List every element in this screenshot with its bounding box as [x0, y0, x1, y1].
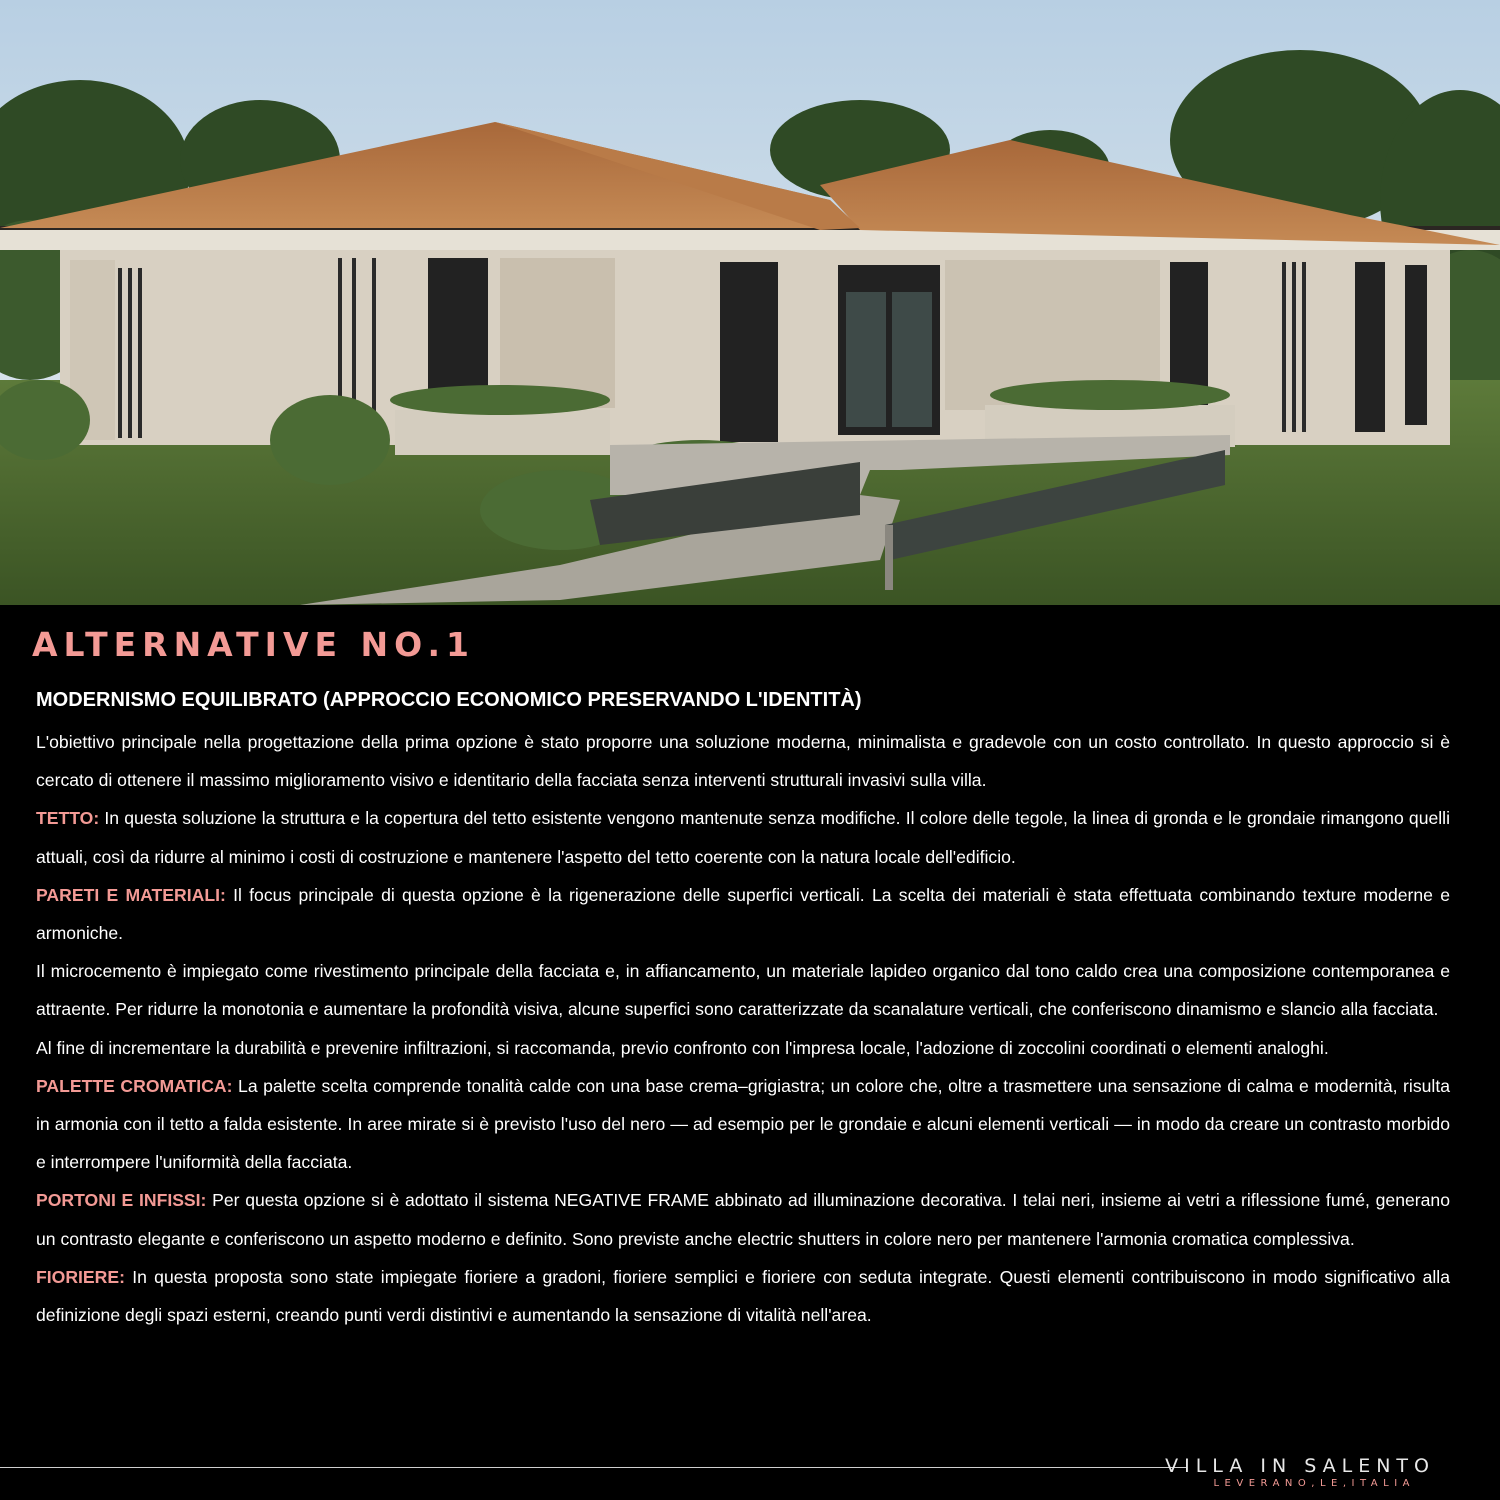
microcemento-paragraph: Il microcemento è impiegato come rivestimento principale della facciata e, in affiancamento, un materiale lapideo organico dal tono caldo crea una composizione contemporanea e attraente. Per ridurre la monotonia e aumentare la profondità visiva, alcune superfici sono caratterizzate da scanalature verticali, che conferiscono dinamismo e slancio alla facciata.	[36, 961, 1450, 1020]
fioriere-label: FIORIERE:	[36, 1266, 125, 1287]
palette-label: PALETTE CROMATICA:	[36, 1075, 233, 1096]
pareti-text: Il focus principale di questa opzione è la rigenerazione delle superfici verticali. La scelta dei materiali è stata effettuata combinando texture moderne e armoniche.	[36, 884, 1450, 944]
content-section	[0, 605, 1500, 1500]
pareti-label: PARETI E MATERIALI:	[36, 884, 226, 905]
palette-text: La palette scelta comprende tonalità calde con una base crema–grigiastra; un colore che, oltre a trasmettere una sensazione di calma e modernità, risulta in armonia con il tetto a falda esistente. In aree mirate si è previsto l'uso del nero — ad esempio per le grondaie e alcuni elementi verticali — in modo da creare un contrasto morbido e interrompere l'uniformità della facciata.	[36, 1075, 1450, 1173]
section-subtitle: MODERNISMO EQUILIBRATO (APPROCCIO ECONOMICO PRESERVANDO L'IDENTITÀ)	[36, 689, 862, 711]
portoni-text: Per questa opzione si è adottato il sistema NEGATIVE FRAME abbinato ad illuminazione decorativa. I telai neri, insieme ai vetri a riflessione fumé, generano un contrasto elegante e conferiscono un aspetto moderno e definito. Sono previste anche electric shutters in colore nero per mantenere l'armonia cromatica complessiva.	[36, 1190, 1450, 1249]
tetto-paragraph	[36, 799, 1450, 875]
hero-image	[0, 0, 1500, 605]
fioriere-paragraph	[36, 1258, 1450, 1334]
portoni-paragraph	[36, 1181, 1450, 1257]
brand-location: LEVERANO,LE,ITALIA	[1213, 1478, 1415, 1489]
portoni-label: PORTONI E INFISSI:	[36, 1190, 207, 1211]
footer-divider	[0, 1467, 1186, 1468]
fioriere-text: In questa proposta sono state impiegate fioriere a gradoni, fioriere semplici e fioriere con seduta integrate. Questi elementi contribuiscono in modo significativo alla definizione degli spazi esterni, creando punti verdi distintivi e aumentando la sensazione di vitalità nell'area.	[36, 1266, 1450, 1326]
brand-name: VILLA IN SALENTO	[1165, 1455, 1435, 1477]
durabilita-paragraph: Al fine di incrementare la durabilità e prevenire infiltrazioni, si raccomanda, previo confronto con l'impresa locale, l'adozione di zoccolini coordinati o elementi analoghi.	[36, 1037, 1329, 1058]
description-body	[36, 723, 1450, 1334]
tetto-text: In questa soluzione la struttura e la copertura del tetto esistente vengono mantenute senza modifiche. Il colore delle tegole, la linea di gronda e le grondaie rimangono quelli attuali, così da ridurre al minimo i costi di costruzione e mantenere l'aspetto del tetto coerente con la natura locale dell'edificio.	[36, 808, 1450, 867]
house-render-illustration	[0, 0, 1500, 605]
tetto-label: TETTO:	[36, 808, 100, 829]
page-title: ALTERNATIVE NO.1	[32, 625, 475, 664]
pareti-paragraph	[36, 876, 1450, 952]
palette-paragraph	[36, 1067, 1450, 1182]
intro-paragraph: L'obiettivo principale nella progettazione della prima opzione è stato proporre una soluzione moderna, minimalista e gradevole con un costo controllato. In questo approccio si è cercato di ottenere il massimo miglioramento visivo e identitario della facciata senza interventi strutturali invasivi sulla villa.	[36, 732, 1450, 791]
